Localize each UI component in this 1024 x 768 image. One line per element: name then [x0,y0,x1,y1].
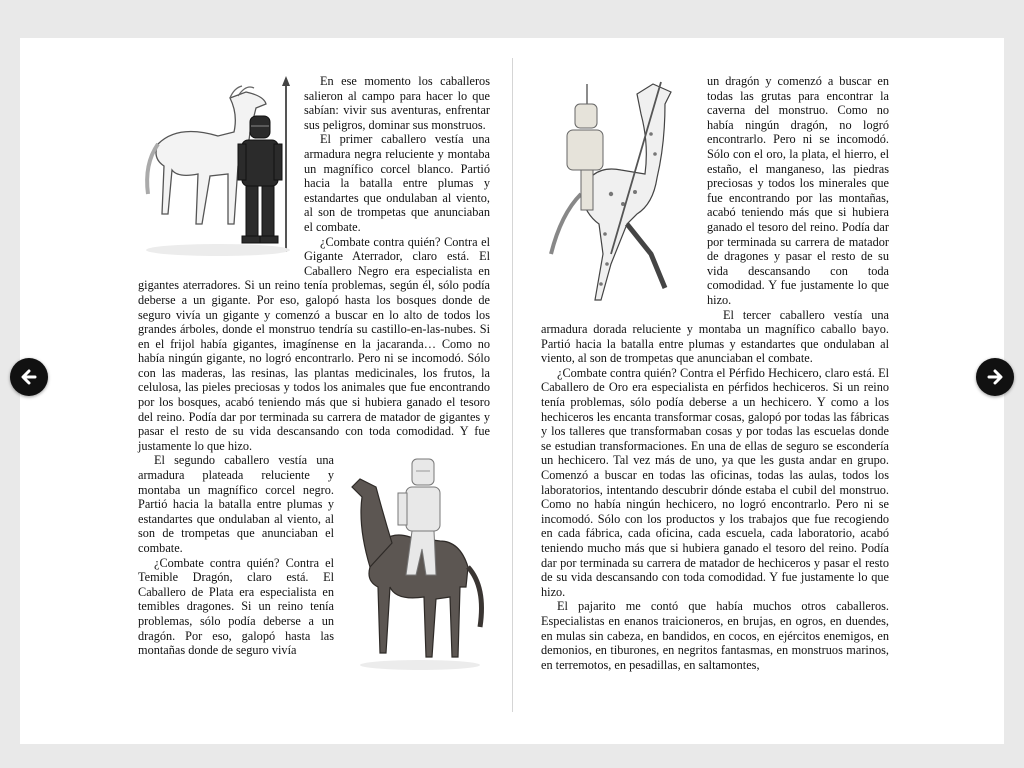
golden-knight-illustration [541,74,701,306]
arrow-right-icon [985,367,1005,387]
paragraph: El primer caballero vestía una armadura negra reluciente y montaba un magnífico corcel blanco. Partió hacia la batalla entre plumas y estandartes que ondulaban al viento, al son de trompetas que anunciaban el combate. [304,132,490,234]
arrow-left-icon [19,367,39,387]
paragraph: En ese momento los caballeros salieron al campo para hacer lo que sabían: vivir sus aventuras, enfrentar sus peligros, dominar sus monstruos. [304,74,490,132]
right-page [541,74,889,672]
next-page-button[interactable] [976,358,1014,396]
previous-page-button[interactable] [10,358,48,396]
paragraph: El pajarito me contó que había muchos otros caballeros. Especialistas en enanos traicioneros, en brujas, en ogros, en duendes, en mulas sin cabeza, en bandidos, en cocos, en ejércitos enemigos, en demonios, en tiburones, en negritos fantasmas, en monstruos marinos, en terremotos, en pesadillas, en saltamontes, [541,599,889,672]
paragraph: ¿Combate contra quién? Contra el Pérfido Hechicero, claro está. El Caballero de Oro era especialista en pérfidos hechiceros. Si un reino tenía problemas, sólo podía deberse a un hechicero. Y como a los hechiceros les encanta transformar cosas, galopó por todas las fábricas y los talleres que transformaban cosas y por todas las escuelas donde se estudian transformaciones. En una de ellas de seguro se escondería un hechicero. Tal vez más de uno, ya que les gusta andar en grupo. Comenzó a buscar en todas las oficinas, todas las aulas, todos los laboratorios, intentando descubrir dónde estaba el cubil del monstruo. Como no había ningún hechicero, no logró encontrarlo. Pero ni se incomodó. Sólo con los productos y los trabajos que fue recogiendo en cada fábrica, cada oficina, cada escuela, cada laboratorio, acabó teniendo mucho más que si hubiera ganado el tesoro del reino. Podía dar por terminada su carrera de matador de hechiceros y pasar el resto de su vida descansando con toda comodidad. Y fue justamente lo que hizo. [541,365,889,599]
paragraph: un dragón y comenzó a buscar en todas las grutas para encontrar la caverna del monstruo. Como no había ningún dragón, no logró encontrarlo. Pero ni se incomodó. Sólo con el oro, la plata, el hierro, el estaño, el manganeso, las piedras preciosas y todos los minerales que fue encontrando por las montañas, acabó teniendo más que si hubiera ganado el tesoro del reino. Podía dar por terminada su carrera de matador de dragones y pasar el resto de su vida descansando con toda comodidad. Y fue justamente lo que hizo. [707,74,889,307]
paragraph: El segundo caballero vestía una armadura plateada reluciente y montaba un magnífico corcel negro. Partió hacia la batalla entre plumas y estandartes que ondulaban al viento, al son de trompetas que anunciaban el combate. [138,453,334,555]
paragraph: ¿Combate contra quién? Contra el Temible Dragón, claro está. El Caballero de Plata era especialista en temibles dragones. Si un reino tenía problemas, sólo podía deberse a un dragón. Por eso, galopó hasta las montañas donde de seguro vivía [138,555,334,658]
left-page [138,74,490,679]
paragraph: El tercer caballero vestía una armadura dorada reluciente y montaba un magnífico caballo bayo. Partió hacia la batalla entre plumas y estandartes que ondulaban al viento, al son de trompetas que anunciaban el combate. [541,307,889,366]
black-knight-illustration [138,74,298,262]
page-gutter [512,58,513,712]
silver-knight-illustration [340,457,490,677]
paragraph: ¿Combate contra quién? Contra el Gigante Aterrador, claro está. El Caballero Negro era especialista en gigantes aterradores. Si un reino tenía problemas, según él, sólo podía deberse a un gigante. Por eso, galopó hasta los bosques donde de seguro vivía un gigante y comenzó a buscar en lo alto de todos los grandes árboles, donde el monstruo tendría su castillo-en-las-nubes. Si en el frijol había gigantes, imagínense en la jacaranda… Como no había ningún gigante, no logró encontrarlo. Pero ni se incomodó. Sólo con las maderas, las resinas, las plantas medicinales, los frutos, la celulosa, las pieles preciosas y todos los animales que fue encontrando por los bosques, acabó teniendo más que si hubiera ganado el tesoro del reino. Podía dar por terminada su carrera de matador de gigantes y pasar el resto de su vida descansando con toda comodidad. Y fue justamente lo que hizo. [138,234,490,453]
